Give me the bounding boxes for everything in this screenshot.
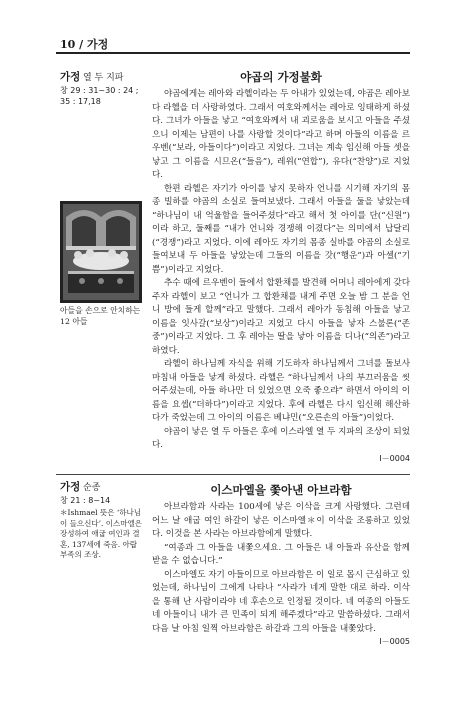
sidebar-reference: 창 29 : 31~30 : 24 ; 35 : 17,18	[60, 85, 139, 106]
section2-sidebar	[60, 482, 145, 561]
paragraph: 추수 때에 르우벤이 들에서 합환채를 발견해 어머니 레아에게 갖다 주자 라헬이 보고 “언니가 그 합환채를 내게 주면 오늘 밤 그 분을 언니 방에 들게 할께”라고 말했다. 그래서 레아가 동침해 아들을 낳고 이름을 잇사갈(“보상”)이라고 지었고 다시 아들을 낳자 스불론(“존중”)이라고 지었다. 그 후 레아는 딸을 낳아 이름을 디나(“의존”)라고 하였다.	[152, 278, 410, 356]
engraving-image	[60, 201, 142, 303]
header-rule	[56, 52, 410, 54]
section1-sidebar	[60, 72, 145, 108]
section-divider	[56, 474, 410, 475]
section1-title: 야곱의 가정불화	[240, 70, 322, 84]
illustration	[60, 201, 145, 327]
section1-article	[152, 69, 410, 464]
paragraph: 아브라함과 사라는 100세에 낳은 이삭을 크게 사랑했다. 그런데 어느 날 애굽 여인 하갈이 낳은 이스마엘＊이 이삭을 조롱하고 있었다. 이것을 본 사라는 아브라함에게 말했다.	[152, 502, 410, 539]
reference-code: I－0004	[379, 453, 410, 463]
paragraph: 야곱이 낳은 열 두 아들은 후에 이스라엘 열 두 지파의 조상이 되었다.	[152, 426, 410, 450]
paragraph: 라헬이 하나님께 자식을 위해 기도하자 하나님께서 그녀를 돌보사 마침내 아들을 낳게 하셨다. 라헬은 “하나님께서 나의 부끄러움을 씻어주셨는데, 아들 하나만 더 있었으면 오죽 좋으랴” 하면서 아이의 이름을 요셉(“더하다”)이라고 지었다. 후에 라헬은 다시 임신해 해산하다가 죽었는데 그 아이의 이름은 베냐민(“오른손의 아들”)이었다.	[152, 359, 410, 423]
section2-article	[152, 482, 410, 647]
figure-caption: 아들을 손으로 안치하는 12 아들	[60, 306, 141, 326]
paragraph: 야곱에게는 레아와 라헬이라는 두 아내가 있었는데, 야곱은 레아보다 라헬을 더 사랑하였다. 그래서 여호와께서는 레아로 잉태하게 하셨다. 그녀가 아들을 낳고 “여호와께서 내 괴로움을 보시고 아들을 주셨으니 이제는 남편이 나를 사랑할 것이다”라고 하며 아들의 이름을 르우벤(“보라, 아들이다”)이라고 지었다. 그녀는 계속 임신해 아들 셋을 낳고 그 이름을 시므온(“들음”), 레위(“연합”), 유다(“찬양”)로 지었다.	[152, 89, 410, 180]
reference-code: I－0005	[379, 637, 410, 646]
paragraph: 이스마엘도 자기 아들이므로 아브라함은 이 일로 몹시 근심하고 있었는데, 하나님이 그에게 나타나 “사라가 네게 말한 대로 하라. 이삭을 통해 난 사람이라야 네 후손으로 인정될 것이다. 네 여종의 아들도 네 아들이니 내가 큰 민족이 되게 해주겠다”라고 말씀하셨다. 그래서 다음 날 아침 일찍 아브라함은 하갈과 그의 아들을 내쫓았다.	[152, 569, 410, 634]
sidebar-label: 가정	[60, 71, 81, 83]
section2-title: 이스마엘을 쫓아낸 아브라함	[210, 483, 352, 497]
sidebar-label: 가정	[60, 481, 81, 493]
paragraph: “여종과 그 아들을 내쫓으세요. 그 아들은 내 아들과 유산을 함께 받을 수 없습니다.”	[152, 542, 410, 566]
sidebar-topic: 순종	[83, 483, 101, 493]
sidebar-reference: 창 21 : 8~14	[60, 495, 111, 505]
sidebar-note: ＊Ishmael 뜻은 ‘하나님이 들으신다’. 이스마엘은 장성하여 애굽 여인과 결혼, 137세에 죽음. 아랍 부족의 조상.	[60, 508, 142, 559]
page-header: 10 / 가정	[60, 38, 109, 51]
paragraph: 한편 라헬은 자기가 아이를 낳지 못하자 언니를 시기해 자기의 몸종 빌하를 야곱의 소실로 들여보냈다. 그래서 아들을 둘을 낳았는데 “하나님이 내 억울함을 들어주셨다”라고 해서 첫 아이를 단(“신원”)이라 하고, 둘째를 “내가 언니와 경쟁해 이겼다”는 의미에서 납달리(“경쟁”)라고 지었다. 이에 레아도 자기의 몸종 실바를 야곱의 소실로 들여보내 두 아들을 낳았는데 그들의 이름을 갓(“행운”)과 아셀(“기쁨”)이라고 지었다.	[152, 183, 410, 275]
sidebar-topic: 열 두 지파	[83, 73, 124, 83]
